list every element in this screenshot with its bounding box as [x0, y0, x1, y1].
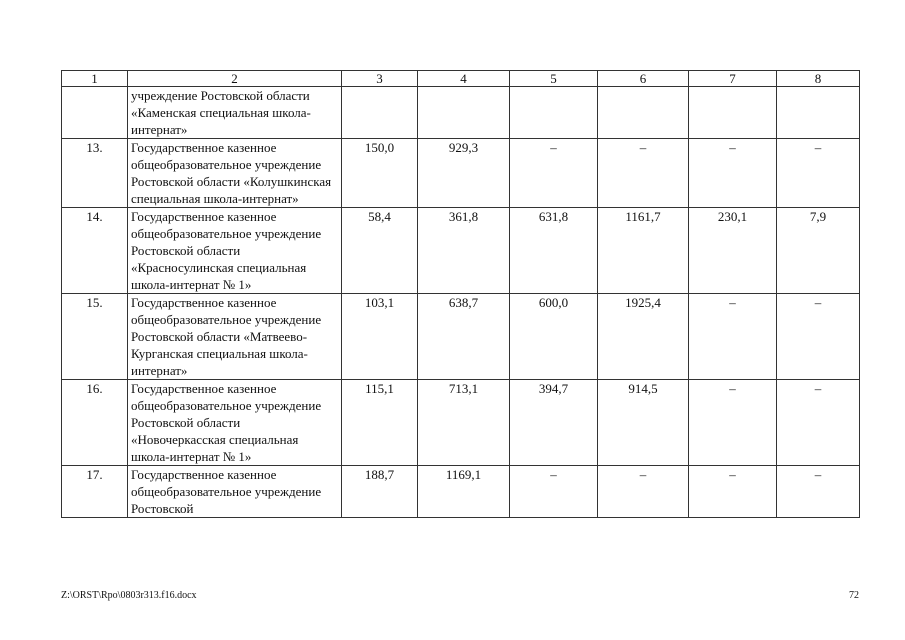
row-number-cell: 15. [62, 294, 128, 380]
value-cell-col-5: 600,0 [510, 294, 598, 380]
value-cell-col-5 [510, 87, 598, 139]
data-table [61, 70, 860, 518]
value-cell-col-4: 713,1 [418, 380, 510, 466]
value-cell-col-8: – [777, 466, 860, 518]
institution-name-cell: Государственное казенное общеобразовательное учреждение Ростовской области «Красносулинская специальная школа-интернат № 1» [128, 208, 342, 294]
column-header: 2 [128, 71, 342, 87]
value-cell-col-8 [777, 87, 860, 139]
column-header: 1 [62, 71, 128, 87]
value-cell-col-5: – [510, 139, 598, 208]
table-row [62, 380, 860, 466]
row-number-cell: 16. [62, 380, 128, 466]
value-cell-col-6 [598, 87, 689, 139]
value-cell-col-4: 638,7 [418, 294, 510, 380]
table-row [62, 208, 860, 294]
value-cell-col-3: 188,7 [342, 466, 418, 518]
institution-name-cell: Государственное казенное общеобразовательное учреждение Ростовской области «Новочеркасская специальная школа-интернат № 1» [128, 380, 342, 466]
institution-name-cell: учреждение Ростовской области «Каменская специальная школа-интернат» [128, 87, 342, 139]
column-header: 4 [418, 71, 510, 87]
value-cell-col-3: 150,0 [342, 139, 418, 208]
column-header: 3 [342, 71, 418, 87]
row-number-cell [62, 87, 128, 139]
column-header: 6 [598, 71, 689, 87]
institution-name-cell: Государственное казенное общеобразовательное учреждение Ростовской области «Матвеево-Курганская специальная школа-интернат» [128, 294, 342, 380]
value-cell-col-6: 914,5 [598, 380, 689, 466]
column-header: 7 [689, 71, 777, 87]
value-cell-col-4 [418, 87, 510, 139]
row-number-cell: 13. [62, 139, 128, 208]
value-cell-col-7: 230,1 [689, 208, 777, 294]
value-cell-col-8: – [777, 139, 860, 208]
value-cell-col-7: – [689, 294, 777, 380]
value-cell-col-8: – [777, 380, 860, 466]
table-row [62, 139, 860, 208]
table-row [62, 294, 860, 380]
value-cell-col-4: 929,3 [418, 139, 510, 208]
value-cell-col-3: 103,1 [342, 294, 418, 380]
value-cell-col-3: 58,4 [342, 208, 418, 294]
value-cell-col-7: – [689, 466, 777, 518]
value-cell-col-6: – [598, 139, 689, 208]
value-cell-col-7 [689, 87, 777, 139]
value-cell-col-3 [342, 87, 418, 139]
value-cell-col-7: – [689, 139, 777, 208]
value-cell-col-6: – [598, 466, 689, 518]
value-cell-col-4: 1169,1 [418, 466, 510, 518]
table-header-row [62, 71, 860, 87]
institution-name-cell: Государственное казенное общеобразовательное учреждение Ростовской [128, 466, 342, 518]
row-number-cell: 17. [62, 466, 128, 518]
value-cell-col-6: 1925,4 [598, 294, 689, 380]
table-body [62, 71, 860, 518]
table-row [62, 466, 860, 518]
value-cell-col-3: 115,1 [342, 380, 418, 466]
column-header: 8 [777, 71, 860, 87]
value-cell-col-5: – [510, 466, 598, 518]
footer-file-path: Z:\ORST\Rpo\0803r313.f16.docx [61, 590, 197, 601]
institution-name-cell: Государственное казенное общеобразовательное учреждение Ростовской области «Колушкинская специальная школа-интернат» [128, 139, 342, 208]
column-header: 5 [510, 71, 598, 87]
value-cell-col-8: – [777, 294, 860, 380]
value-cell-col-7: – [689, 380, 777, 466]
value-cell-col-4: 361,8 [418, 208, 510, 294]
table-row [62, 87, 860, 139]
value-cell-col-5: 631,8 [510, 208, 598, 294]
footer-page-number: 72 [849, 590, 859, 601]
value-cell-col-5: 394,7 [510, 380, 598, 466]
value-cell-col-8: 7,9 [777, 208, 860, 294]
value-cell-col-6: 1161,7 [598, 208, 689, 294]
row-number-cell: 14. [62, 208, 128, 294]
